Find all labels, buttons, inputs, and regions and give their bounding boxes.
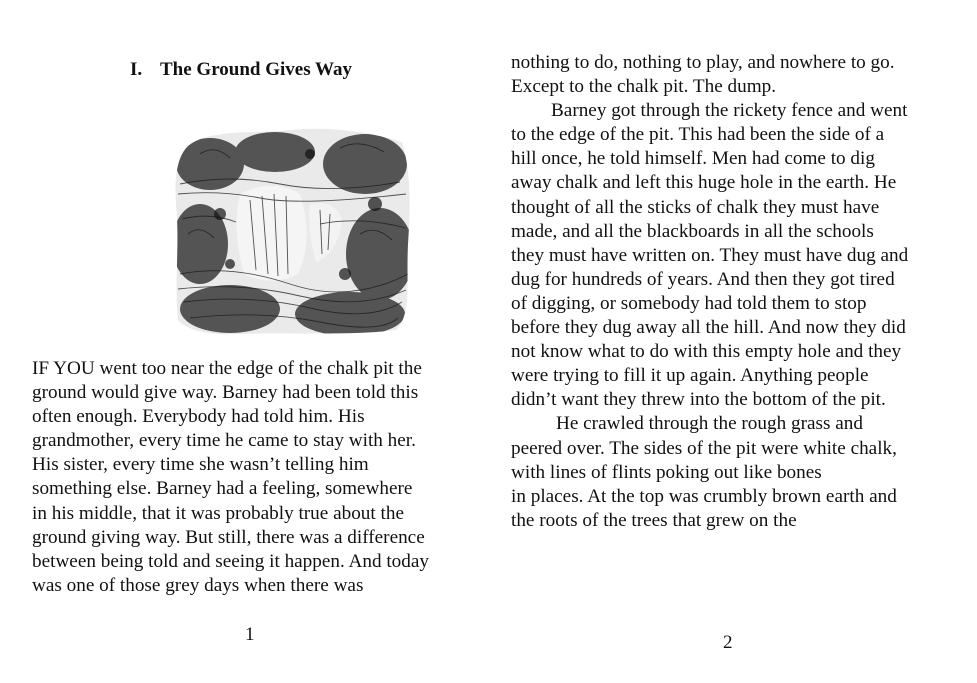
text-line: they must have written on. They must have dug and	[511, 244, 909, 266]
text-line: between being told and seeing it happen. And today	[32, 550, 429, 572]
chalk-pit-illustration	[170, 124, 414, 338]
right-page	[488, 0, 977, 683]
text-line: away chalk and left this huge hole in the earth. He	[511, 172, 897, 194]
text-line: in places. At the top was crumbly brown earth and	[511, 485, 897, 507]
right-page-body	[511, 51, 908, 533]
text-line: didn’t want they threw into the bottom of the pit.	[511, 389, 886, 411]
text-line: thought of all the sticks of chalk they must have	[511, 196, 880, 218]
text-line: Barney got through the rickety fence and went	[551, 100, 908, 122]
text-line: nothing to do, nothing to play, and nowhere to go.	[511, 52, 895, 73]
text-line: often enough. Everybody had told him. His	[32, 406, 365, 428]
page-number: 2	[723, 632, 733, 653]
text-line: in his middle, that it was probably true about the	[32, 502, 404, 524]
page-number: 1	[245, 624, 255, 645]
text-line: grandmother, every time he came to stay with her.	[32, 430, 416, 452]
text-line: hill once, he told himself. Men had come to dig	[511, 148, 875, 170]
text-line: with lines of flints poking out like bones	[511, 461, 822, 483]
chapter-number: I.	[130, 59, 143, 80]
text-line: Except to the chalk pit. The dump.	[511, 76, 777, 98]
chapter-heading	[130, 59, 352, 81]
text-line: ground would give way. Barney had been told this	[32, 382, 419, 404]
text-line: peered over. The sides of the pit were white chalk,	[511, 437, 897, 459]
text-line: the roots of the trees that grew on the	[511, 509, 797, 531]
text-line: was one of those grey days when there was	[32, 574, 364, 596]
text-line: before they dug away all the hill. And now they did	[511, 317, 906, 339]
text-line: made, and all the blackboards in all the schools	[511, 220, 874, 242]
text-line: His sister, every time she wasn’t telling him	[32, 454, 369, 476]
text-line: not know what to do with this empty hole and they	[511, 341, 902, 363]
text-line: dug for hundreds of years. And then they got tired	[511, 268, 895, 290]
chapter-title: The Ground Gives Way	[160, 59, 352, 80]
text-line: ground giving way. But still, there was a difference	[32, 526, 425, 548]
text-line: were trying to fill it up again. Anything people	[511, 365, 869, 387]
text-line: IF YOU went too near the edge of the chalk pit the	[32, 358, 422, 379]
text-line: something else. Barney had a feeling, somewhere	[32, 478, 413, 500]
left-page	[0, 0, 488, 683]
text-line: He crawled through the rough grass and	[556, 413, 863, 435]
text-line: of digging, or somebody had told them to stop	[511, 292, 867, 314]
text-line: to the edge of the pit. This had been the side of a	[511, 124, 885, 146]
left-page-body	[32, 357, 429, 598]
